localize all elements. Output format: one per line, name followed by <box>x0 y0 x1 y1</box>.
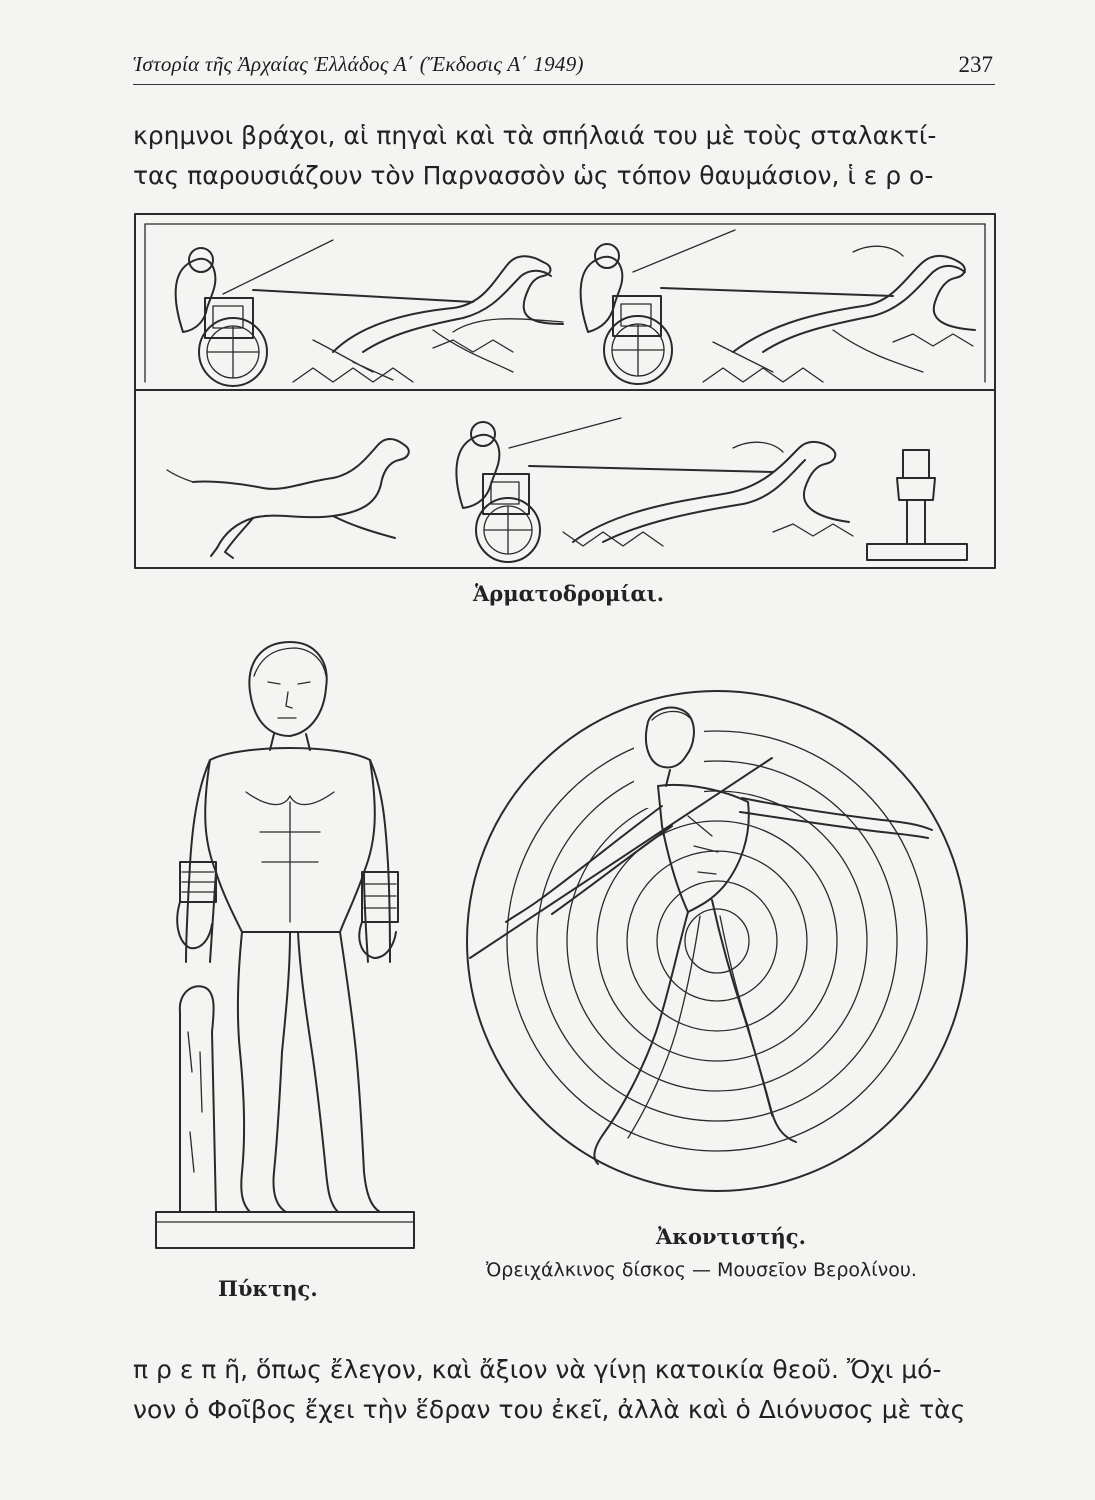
chariot-upper-right <box>581 230 975 384</box>
text-line: κρημνοι βράχοι, αἱ πηγαὶ καὶ τὰ σπήλαιά του μὲ τοὺς σταλακτί- <box>133 121 937 150</box>
chariot-lower <box>456 418 853 562</box>
boxer-caption: Πύκτης. <box>218 1276 318 1301</box>
paragraph-bottom <box>133 1350 995 1430</box>
running-title: Ἱστορία τῆς Ἀρχαίας Ἑλλάδος Α΄ (Ἔκδοσις Α΄ 1949) <box>133 52 584 76</box>
javelin-thrower-disc-illustration <box>462 686 972 1196</box>
page-number: 237 <box>958 52 993 77</box>
chariot-upper-left <box>176 240 563 386</box>
javelin-thrower-figure <box>470 708 932 1164</box>
chariot-frieze-illustration <box>133 212 999 572</box>
paragraph-top <box>133 116 995 196</box>
chariot-frieze-caption: Ἁρματοδρομίαι. <box>473 581 665 606</box>
text-line: νον ὁ Φοῖβος ἔχει τὴν ἕδραν του ἐκεῖ, ἀλλὰ καὶ ὁ Διόνυσος μὲ τὰς <box>133 1395 966 1424</box>
text-line: τας παρουσιάζουν τὸν Παρνασσὸν ὡς τόπον θαυμάσιον, ἱ ε ρ ο- <box>133 161 934 190</box>
turning-post <box>867 450 967 560</box>
text-line: π ρ ε π ῆ, ὅπως ἔλεγον, καὶ ἄξιον νὰ γίνῃ κατοικία θεοῦ. Ὄχι μό- <box>133 1355 942 1384</box>
boxer-statue-illustration <box>150 632 420 1254</box>
runaway-horse <box>167 439 409 558</box>
javelin-caption: Ἀκοντιστής. <box>656 1224 806 1249</box>
javelin-subcaption: Ὀρειχάλκινος δίσκος — Μουσεῖον Βερολίνου. <box>486 1259 917 1281</box>
running-header <box>133 50 995 85</box>
